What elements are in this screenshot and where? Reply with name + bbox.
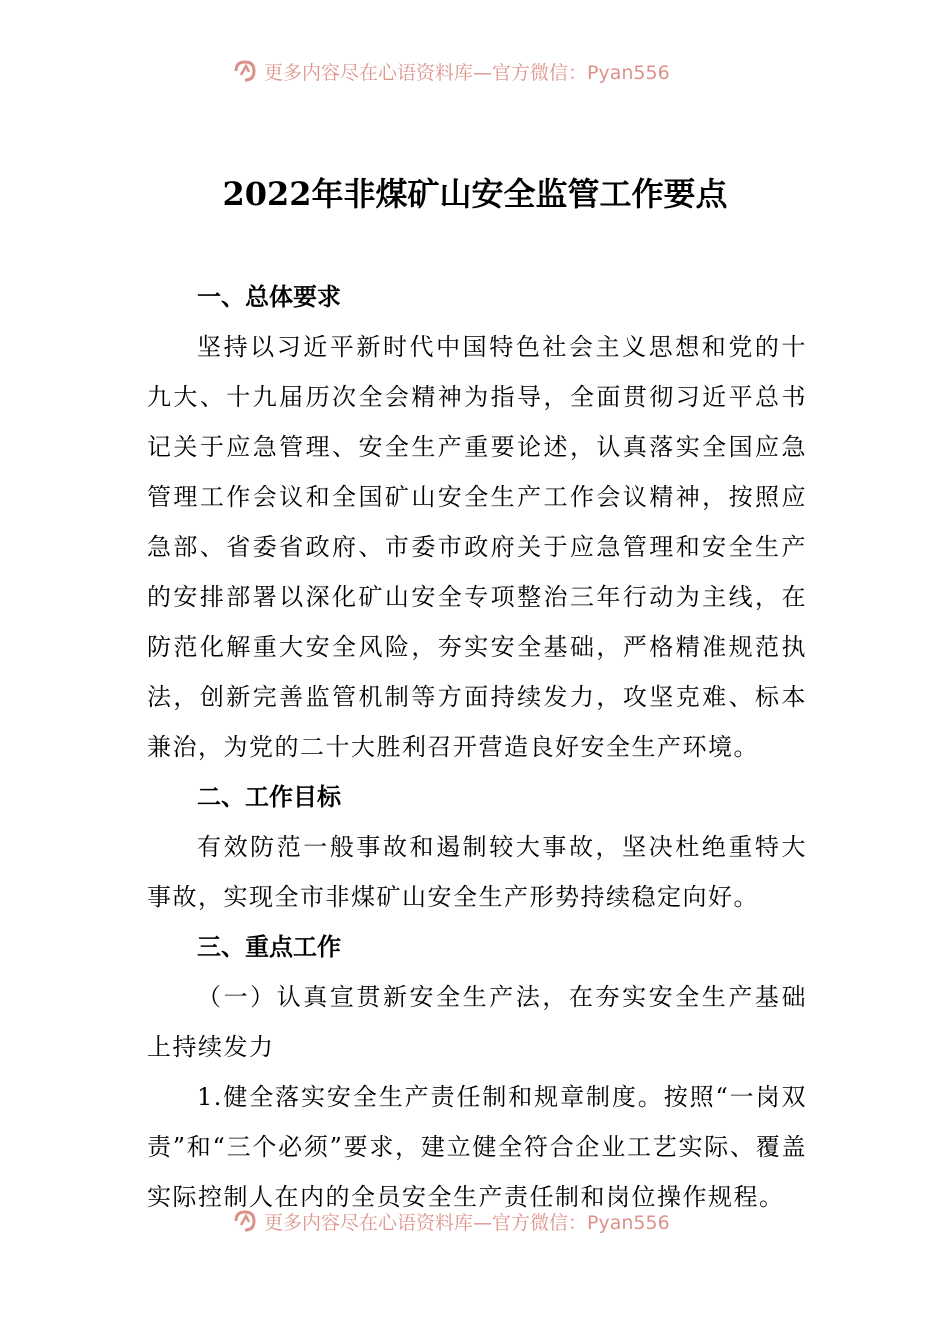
section-heading-work-goals: 二、工作目标 <box>197 783 341 811</box>
watermark-logo-icon <box>232 58 258 84</box>
watermark-bottom <box>232 1206 752 1236</box>
watermark-top <box>232 56 752 86</box>
section-paragraph: 1.健全落实安全生产责任制和规章制度。按照“一岗双责”和“三个必须”要求，建立健全符合企业工艺实际、覆盖实际控制人在内的全员安全生产责任制和岗位操作规程。 <box>147 1083 807 1211</box>
section-heading-key-work: 三、重点工作 <box>197 933 341 961</box>
watermark-text: 更多内容尽在心语资料库—官方微信：Pyan556 <box>264 61 670 84</box>
section-heading-overall-requirements: 一、总体要求 <box>197 283 341 311</box>
section-paragraph: 有效防范一般事故和遏制较大事故，坚决杜绝重特大事故，实现全市非煤矿山安全生产形势持续稳定向好。 <box>147 833 807 911</box>
section-paragraph: 坚持以习近平新时代中国特色社会主义思想和党的十九大、十九届历次全会精神为指导，全面贯彻习近平总书记关于应急管理、安全生产重要论述，认真落实全国应急管理工作会议和全国矿山安全生产工作会议精神，按照应急部、省委省政府、市委市政府关于应急管理和安全生产的安排部署以深化矿山安全专项整治三年行动为主线，在防范化解重大安全风险，夯实安全基础，严格精准规范执法，创新完善监管机制等方面持续发力，攻坚克难、标本兼治，为党的二十大胜利召开营造良好安全生产环境。 <box>147 333 807 761</box>
watermark-text: 更多内容尽在心语资料库—官方微信：Pyan556 <box>264 1211 670 1234</box>
subsection-heading: （一）认真宣贯新安全生产法，在夯实安全生产基础上持续发力 <box>147 983 807 1061</box>
document-title: 2022年非煤矿山安全监管工作要点 <box>222 175 728 213</box>
watermark-logo-icon <box>232 1208 258 1234</box>
document-body <box>147 272 807 1222</box>
